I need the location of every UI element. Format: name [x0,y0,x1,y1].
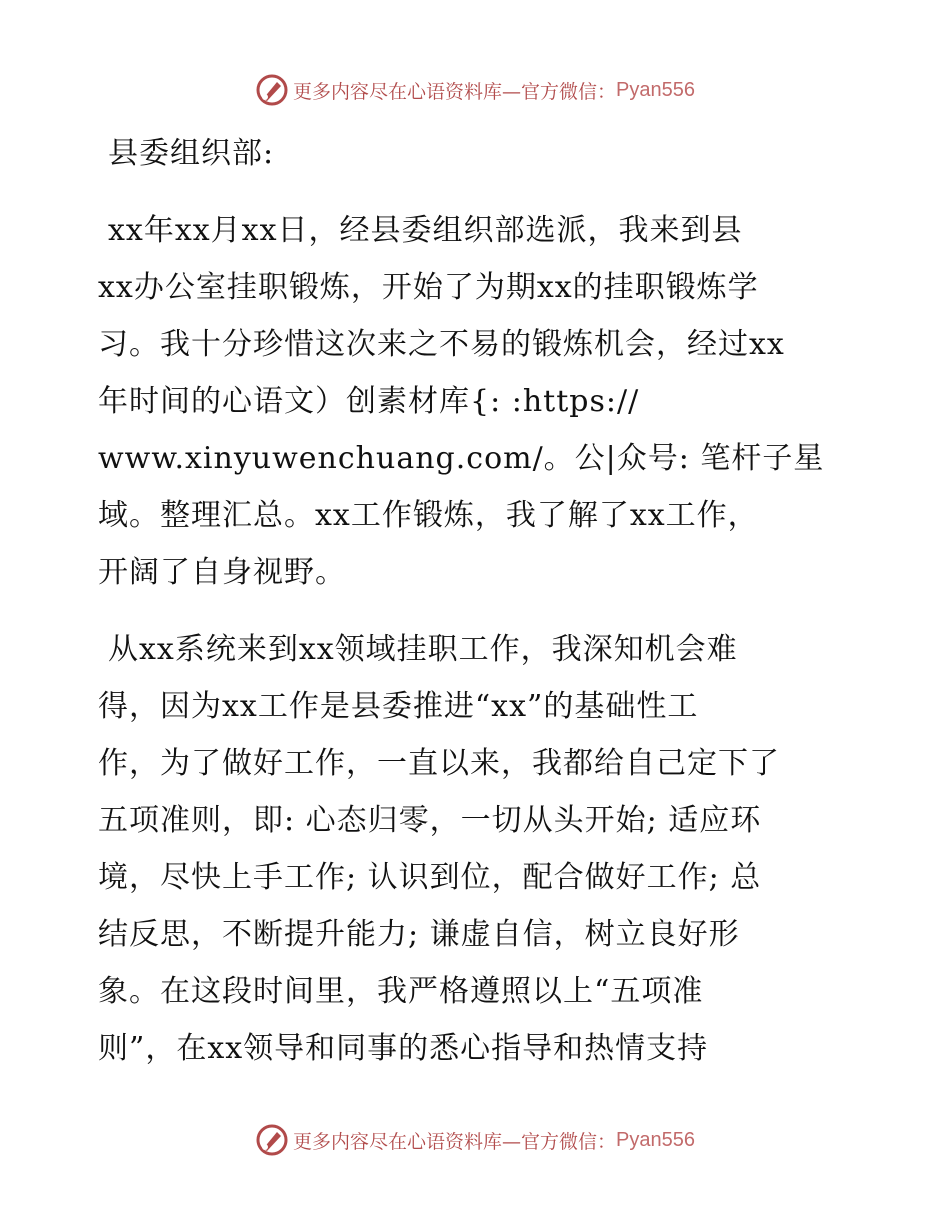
paragraph-2 [98,621,868,1077]
quill-pen-logo-icon [255,73,289,107]
paragraph-line: 年时间的心语文）创素材库{: :https:// [98,384,640,419]
banner-text: 更多内容尽在心语资料库— [293,1130,522,1153]
paragraph-line: xx年xx月xx日，经县委组织部选派，我来到县 [108,213,743,248]
footer-banner [0,1120,950,1160]
paragraph-line: www.xinyuwenchuang.com/。公|众号: 笔杆子星 [98,441,825,476]
banner-label: 官方微信： [521,80,617,103]
paragraph-line: 从xx系统来到xx领域挂职工作，我深知机会难 [108,632,738,667]
banner-text: 更多内容尽在心语资料库— [293,80,522,103]
paragraph-line: 结反思，不断提升能力; 谦虚自信，树立良好形 [98,917,740,952]
paragraph-1 [98,202,868,601]
salutation: 县委组织部: [108,136,275,171]
paragraph-line: 作，为了做好工作，一直以来，我都给自己定下了 [98,746,780,781]
banner-wechat-id: Pyan556 [616,1128,695,1151]
banner-label: 官方微信： [521,1130,617,1153]
paragraph-line: 象。在这段时间里，我严格遵照以上“五项准 [98,974,704,1009]
paragraph-line: 则”，在xx领导和同事的悉心指导和热情支持 [98,1031,709,1066]
banner-wechat-id: Pyan556 [616,78,695,101]
paragraph-line: 习。我十分珍惜这次来之不易的锻炼机会，经过xx [98,327,785,362]
paragraph-line: 五项准则，即: 心态归零，一切从头开始; 适应环 [98,803,762,838]
document-body [98,125,868,1077]
quill-pen-logo-icon [255,1123,289,1157]
header-banner [0,70,950,110]
paragraph-line: 得，因为xx工作是县委推进“xx”的基础性工 [98,689,699,724]
paragraph-line: xx办公室挂职锻炼，开始了为期xx的挂职锻炼学 [98,270,759,305]
paragraph-line: 境，尽快上手工作; 认识到位，配合做好工作; 总 [98,860,762,895]
paragraph-line: 开阔了自身视野。 [98,555,346,590]
paragraph-line: 域。整理汇总。xx工作锻炼，我了解了xx工作， [98,498,759,533]
